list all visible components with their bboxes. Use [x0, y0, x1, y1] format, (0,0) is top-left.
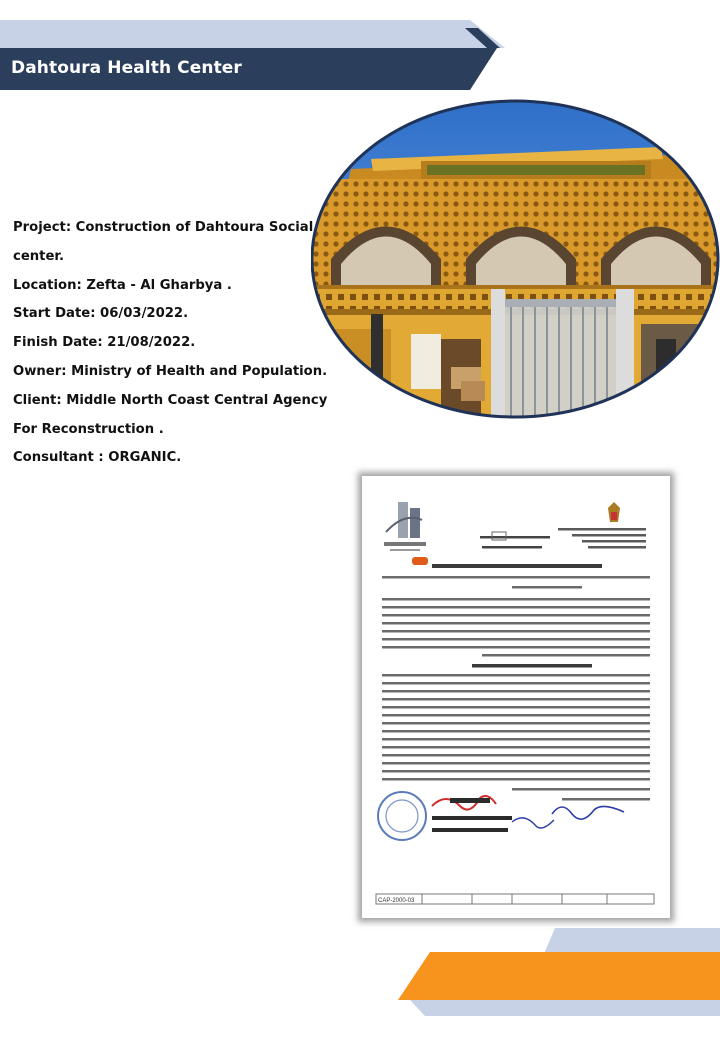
page-title: Dahtoura Health Center	[11, 58, 242, 78]
top-banner	[0, 0, 720, 110]
building-photo	[311, 99, 720, 419]
bottom-banner	[0, 920, 720, 1040]
client-line-cont: For Reconstruction .	[13, 421, 164, 437]
consultant-line: Consultant : ORGANIC.	[13, 450, 182, 466]
project-line: Project: Construction of Dahtoura Social	[13, 220, 314, 235]
scanned-document	[362, 476, 670, 918]
start-date-line: Start Date: 06/03/2022.	[13, 306, 189, 322]
document-code: CAP-2000-03	[378, 898, 415, 904]
scanned-letter-document	[362, 476, 670, 918]
client-line: Client: Middle North Coast Central Agency	[13, 392, 328, 408]
building-facade-image	[311, 99, 720, 419]
finish-date-line: Finish Date: 21/08/2022.	[13, 335, 196, 351]
project-line-cont: center.	[13, 248, 65, 264]
project-info	[13, 214, 328, 473]
location-line: Location: Zefta - Al Gharbya .	[13, 277, 232, 293]
owner-line: Owner: Ministry of Health and Population.	[13, 363, 328, 379]
